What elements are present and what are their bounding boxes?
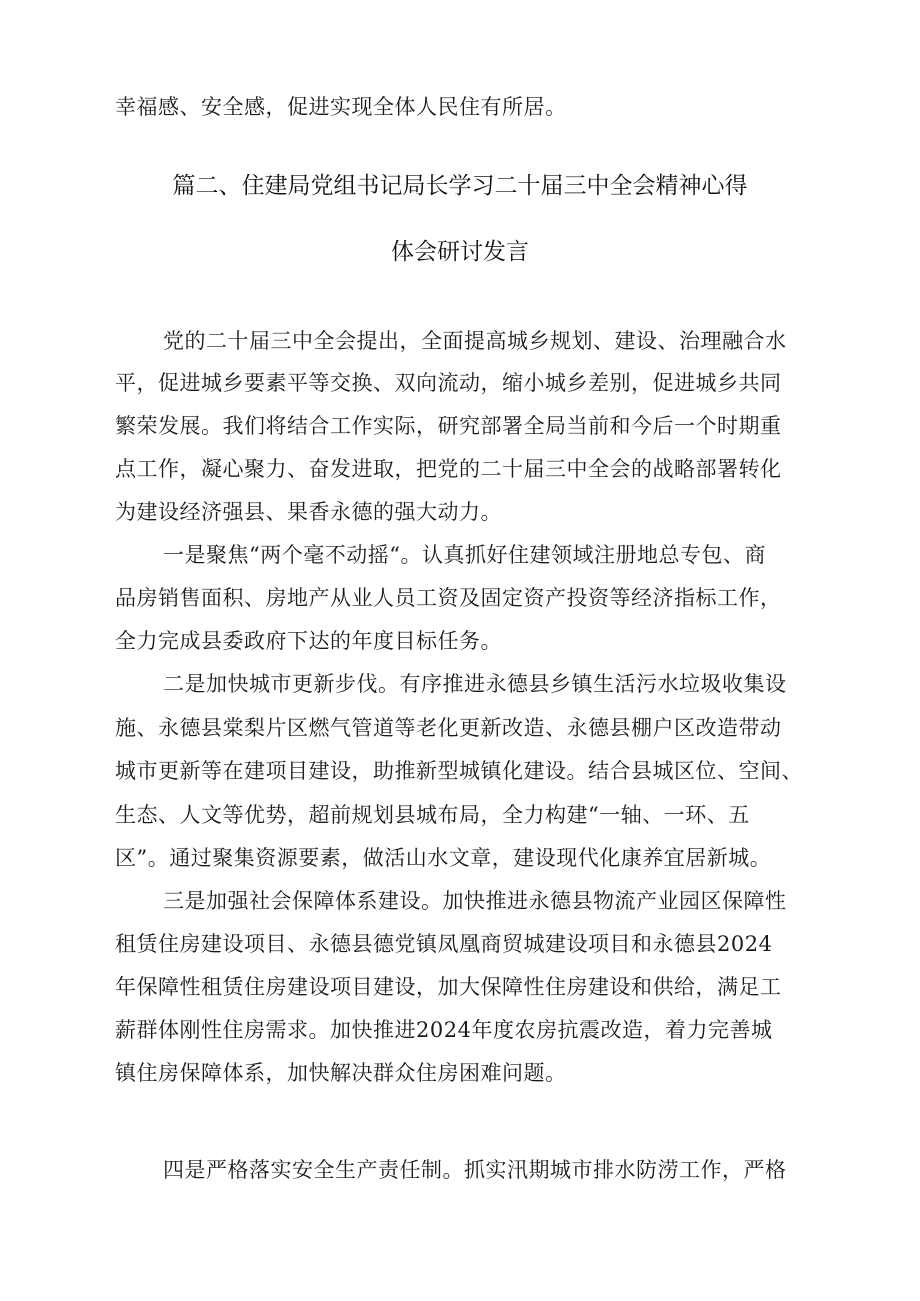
paragraph-1-line: 繁荣发展。我们将结合工作实际，研究部署全局当前和今后一个时期重 [115, 414, 782, 438]
paragraph-4-line: 镇住房保障体系，加快解决群众住房困难问题。 [115, 1061, 567, 1085]
paragraph-3-line: 二是加快城市更新步伐。有序推进永德县乡镇生活污水垃圾收集设 [163, 672, 787, 696]
paragraph-2-line: 全力完成县委政府下达的年度目标任务。 [115, 629, 502, 653]
paragraph-4-line: 年保障性租赁住房建设项目建设，加大保障性住房建设和供给，满足工 [115, 975, 782, 999]
paragraph-3-line: 区”。通过聚集资源要素，做活山水文章，建设现代化康养宜居新城。 [115, 846, 772, 870]
paragraph-4-line: 三是加强社会保障体系建设。加快推进永德县物流产业园区保障性 [163, 889, 787, 913]
paragraph-1-line: 点工作，凝心聚力、奋发进取，把党的二十届三中全会的战略部署转化 [115, 457, 782, 481]
paragraph-4-line: 薪群体刚性住房需求。加快推进2024年度农房抗震改造，着力完善城 [115, 1018, 773, 1042]
article-title-line-2: 体会研讨发言 [391, 239, 529, 265]
paragraph-5-line: 四是严格落实安全生产责任制。抓实汛期城市排水防涝工作，严格 [163, 1158, 787, 1182]
paragraph-1-line: 平，促进城乡要素平等交换、双向流动，缩小城乡差别，促进城乡共同 [115, 371, 782, 395]
paragraph-2-line: 品房销售面积、房地产从业人员工资及固定资产投资等经济指标工作， [115, 586, 782, 610]
paragraph-3-line: 城市更新等在建项目建设，助推新型城镇化建设。结合县城区位、空间、 [115, 759, 803, 783]
paragraph-2-line: 一是聚焦“两个毫不动摇“。认真抓好住建领域注册地总专包、商 [163, 543, 766, 567]
paragraph-3-line: 生态、人文等优势，超前规划县城布局，全力构建“一轴、一环、五 [115, 803, 750, 827]
paragraph-3-line: 施、永德县棠梨片区燃气管道等老化更新改造、永德县棚户区改造带动 [115, 716, 782, 740]
paragraph-1-line: 为建设经济强县、果香永德的强大动力。 [115, 500, 502, 524]
paragraph-4-line: 租赁住房建设项目、永德县德党镇凤凰商贸城建设项目和永德县2024 [115, 932, 773, 956]
article-title-line-1: 篇二、住建局党组书记局长学习二十届三中全会精神心得 [172, 173, 748, 199]
paragraph-1-line: 党的二十届三中全会提出，全面提高城乡规划、建设、治理融合水 [163, 329, 787, 353]
top-fragment-line: 幸福感、安全感，促进实现全体人民住有所居。 [115, 95, 567, 119]
